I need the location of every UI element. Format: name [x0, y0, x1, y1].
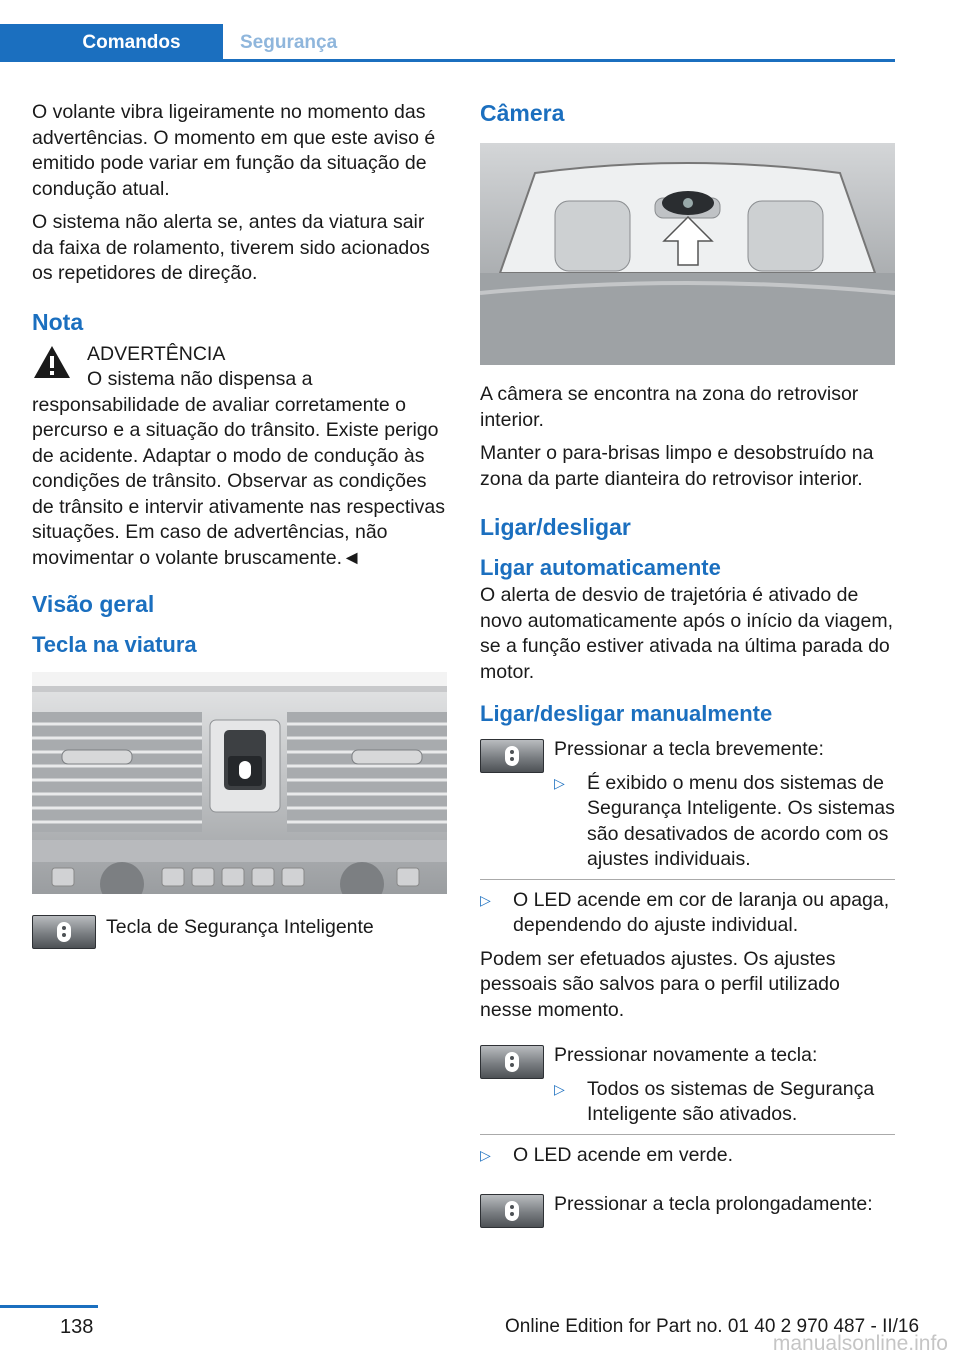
list-item: ▷ Todos os sistemas de Segurança Inteligente são ativados. [554, 1077, 875, 1125]
heading-ligar-auto: Ligar automaticamente [480, 555, 721, 580]
heading-camera: Câmera [480, 100, 565, 126]
press-long-label: Pressionar a tecla prolongadamente: [554, 1193, 873, 1215]
left-column [32, 100, 447, 949]
divider [480, 879, 895, 880]
footer-rule [0, 1305, 98, 1308]
key-caption: Tecla de Segurança Inteligente [106, 916, 374, 938]
paragraph-windshield: Manter o para-brisas limpo e desobstruído na zona da parte dianteira do retrovisor interior. [480, 442, 874, 490]
intelligent-safety-key-icon [32, 915, 96, 949]
dashboard-vents-photo [32, 672, 447, 894]
paragraph-camera-location: A câmera se encontra na zona do retrovisor interior. [480, 383, 859, 431]
press-short-label: Pressionar a tecla brevemente: [554, 738, 824, 760]
header-rule [0, 59, 895, 62]
paragraph-vibration: O volante vibra ligeiramente no momento das advertências. O momento em que este aviso é emitido pode variar em função da situação de condução atual. [32, 101, 436, 200]
heading-tecla-viatura: Tecla na viatura [32, 632, 197, 657]
warning-body: O sistema não dispensa a responsabilidade de avaliar corretamente o percurso e a situação do trânsito. Existe perigo de acidente. Adaptar o modo de condução às condições de trânsito. Observar as condições de trânsito e intervir ativamente nas respectivas situações. Em caso de advertências, não movimentar o volante bruscamente.◄ [32, 368, 445, 569]
warning-block [32, 342, 447, 572]
paragraph-ajustes: Podem ser efetuados ajustes. Os ajustes pessoais são salvos para o perfil utilizado nesse momento. [480, 947, 840, 1021]
page-number: 138 [60, 1316, 94, 1338]
list-item: ▷ O LED acende em cor de laranja ou apaga, dependendo do ajuste individual. [480, 888, 890, 936]
edition-text: Online Edition for Part no. 01 40 2 970 487 - II/16 [505, 1316, 920, 1337]
heading-ligar-desligar: Ligar/desligar [480, 514, 631, 540]
heading-visao-geral: Visão geral [32, 591, 155, 617]
intelligent-safety-key-icon [480, 1194, 544, 1228]
windshield-camera-photo [480, 143, 895, 365]
bullet-triangle-icon: ▷ [480, 1146, 491, 1163]
divider [480, 1134, 895, 1135]
intelligent-safety-key-icon [480, 1045, 544, 1079]
heading-manual: Ligar/desligar manualmente [480, 701, 773, 726]
bullet-triangle-icon: ▷ [480, 891, 491, 908]
warning-triangle-icon [32, 344, 72, 380]
press-again-label: Pressionar novamente a tecla: [554, 1044, 818, 1066]
bullet-triangle-icon: ▷ [554, 774, 565, 791]
heading-nota: Nota [32, 308, 84, 335]
press-short-row [480, 737, 895, 873]
top-navigation [0, 24, 895, 62]
intelligent-safety-key-icon [480, 739, 544, 773]
key-caption-row [32, 915, 447, 941]
press-again-row [480, 1043, 895, 1128]
tab-seguranca[interactable]: Segurança [240, 32, 338, 53]
bullet-triangle-icon: ▷ [554, 1080, 565, 1097]
paragraph-turn-signal: O sistema não alerta se, antes da viatura sair da faixa de rolamento, tiverem sido acionados os repetidores de direção. [32, 211, 430, 284]
warning-title: ADVERTÊNCIA [87, 342, 226, 365]
list-item: ▷ É exibido o menu dos sistemas de Segurança Inteligente. Os sistemas são desativados de acordo com os ajustes individuais. [554, 771, 895, 870]
right-column [480, 100, 895, 1226]
paragraph-auto: O alerta de desvio de trajetória é ativado de novo automaticamente após o início da viagem, se a função estiver ativada na última parada do motor. [480, 584, 893, 683]
press-long-row [480, 1192, 895, 1218]
tab-comandos[interactable]: Comandos [0, 24, 223, 62]
watermark: manualsonline.info [772, 1332, 948, 1355]
list-item: ▷ O LED acende em verde. [480, 1143, 895, 1169]
